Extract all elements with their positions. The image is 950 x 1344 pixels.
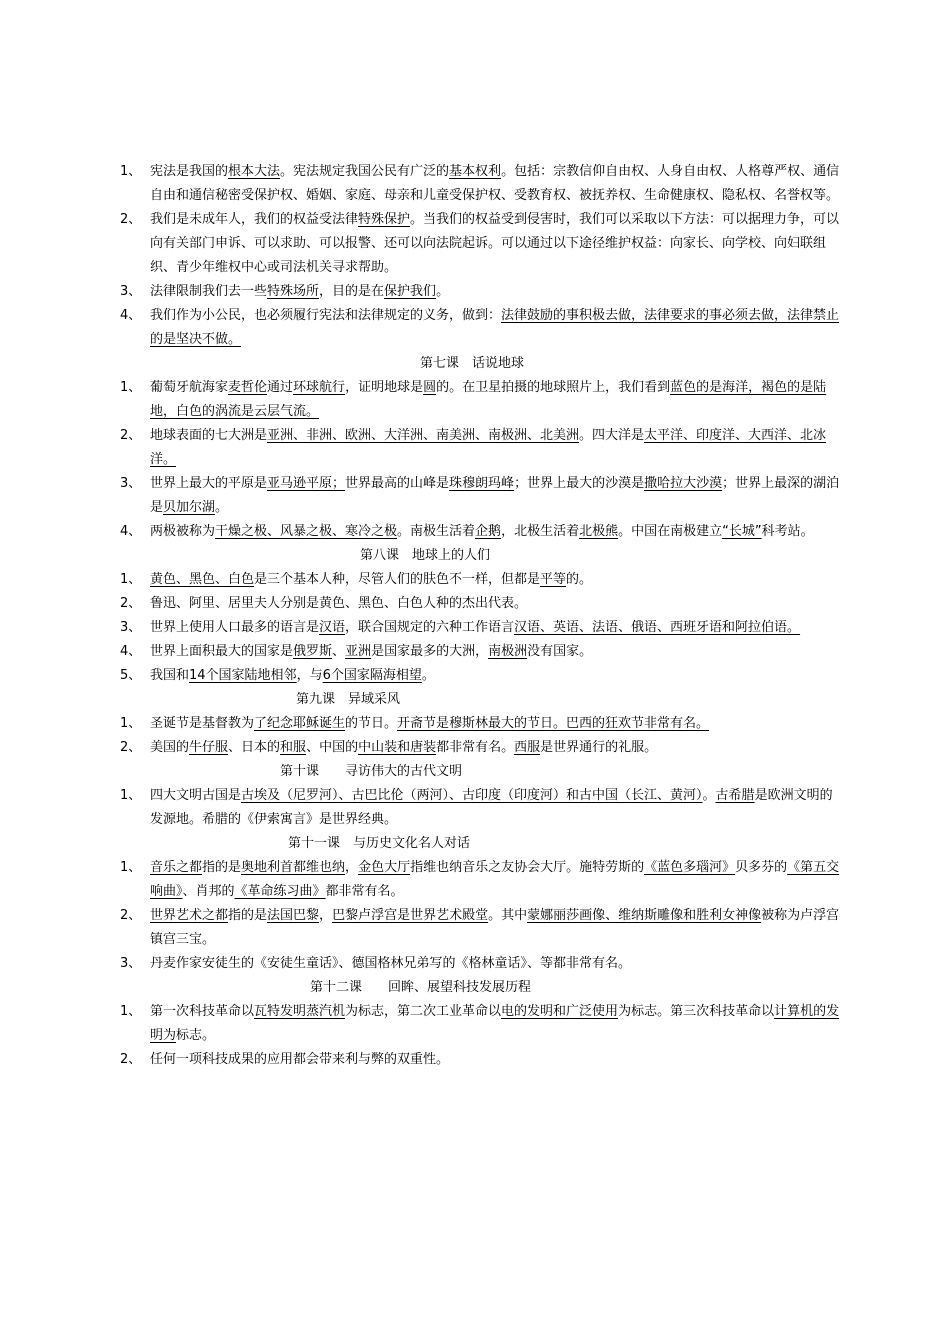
list-item: [120, 1048, 840, 1072]
underlined-key-text: 古埃及（尼罗河）、古巴比伦（两河）、古印度（印度河）和古中国（长江、黄河）: [241, 788, 703, 803]
item-number: 3、: [120, 476, 142, 491]
underlined-key-text: 西服: [514, 740, 541, 755]
item-text: 是三个基本人种，尽管人们的肤色不一样，但都是: [254, 572, 541, 587]
item-text: 是世界通行的礼服。: [540, 740, 658, 755]
item-text: 。: [436, 284, 450, 299]
list-item: [120, 784, 840, 832]
item-number: 3、: [120, 620, 142, 635]
item-text: 科考站。: [761, 524, 814, 539]
item-number: 4、: [120, 524, 142, 539]
item-text: 的节日。: [345, 716, 398, 731]
item-number: 2、: [120, 1052, 142, 1067]
item-number: 4、: [120, 308, 142, 323]
item-text: 标志。: [176, 1028, 216, 1043]
underlined-key-text: 音乐之都: [150, 860, 203, 875]
underlined-key-text: 太平洋、印度洋、大西洋、北冰洋。: [150, 428, 827, 467]
item-text: ，与: [296, 668, 323, 683]
underlined-key-text: 黄色、黑色、白色: [150, 572, 255, 587]
underlined-key-text: 企鹅: [475, 524, 502, 539]
item-text: 。: [421, 668, 435, 683]
item-number: 3、: [120, 284, 142, 299]
underlined-key-text: 瓦特发明蒸汽机: [254, 1004, 346, 1019]
item-text: 我们是未成年人，我们的权益受法律: [150, 212, 359, 227]
item-text: 。其中: [488, 908, 528, 923]
item-text: 为标志，第二次工业革命以: [345, 1004, 502, 1019]
item-text: 任何一项科技成果的应用都会带来利与弊的双重性。: [150, 1052, 450, 1067]
item-text: ，联合国规定的六种工作语言: [345, 620, 515, 635]
item-text: 指的是: [202, 860, 242, 875]
item-text: ；世界上最大的沙漠是: [514, 476, 645, 491]
list-item: [120, 952, 840, 976]
item-number: 1、: [120, 572, 142, 587]
item-number: 5、: [120, 668, 142, 683]
underlined-key-text: 古希腊: [715, 788, 755, 803]
lesson-heading: 第十课 寻访伟大的古代文明: [280, 764, 463, 779]
underlined-key-text: 亚洲、非洲、欧洲、大洋洲、南美洲、南极洲、北美洲: [267, 428, 580, 443]
list-item: [120, 472, 840, 520]
underlined-key-text: 特殊场所: [267, 284, 320, 299]
item-number: 3、: [120, 956, 142, 971]
lesson-heading: 第七课 话说地球: [420, 356, 525, 371]
item-text: 通过: [267, 380, 294, 395]
underlined-key-text: 汉语、英语、法语、俄语、西班牙语和阿拉伯语。: [514, 620, 801, 635]
list-item: [120, 304, 840, 352]
item-number: 1、: [120, 164, 142, 179]
item-text: 法律限制我们去一些: [150, 284, 268, 299]
item-text: 。: [702, 788, 716, 803]
item-text: 圣诞节是基督教为: [150, 716, 255, 731]
list-item: [120, 640, 840, 664]
underlined-key-text: 了纪念耶稣诞生: [254, 716, 346, 731]
item-text: ，: [319, 908, 333, 923]
underlined-key-text: 和服: [280, 740, 307, 755]
underlined-key-text: 特殊保护: [358, 212, 411, 227]
underlined-key-text: 巴黎卢浮宫是世界艺术殿堂: [332, 908, 489, 923]
item-text: 为标志。第三次科技革命以: [618, 1004, 775, 1019]
underlined-key-text: 俄罗斯: [293, 644, 333, 659]
item-text: 是国家最多的大洲，: [371, 644, 489, 659]
list-item: [120, 616, 840, 640]
underlined-key-text: 14个国家陆地相邻: [189, 668, 297, 683]
list-item: [120, 1000, 840, 1048]
item-text: 葡萄牙航海家: [150, 380, 229, 395]
document-body: [120, 160, 840, 1072]
underlined-key-text: 汉语: [319, 620, 346, 635]
underlined-key-text: 法国巴黎: [267, 908, 320, 923]
underlined-key-text: 电的发明和广泛使用: [501, 1004, 619, 1019]
underlined-key-text: 《革命练习曲》: [234, 884, 326, 899]
item-text: 的。在卫星拍摄的地球照片上，我们看到: [436, 380, 671, 395]
item-number: 2、: [120, 740, 142, 755]
list-item: [120, 208, 840, 280]
item-text: 第一次科技革命以: [150, 1004, 255, 1019]
underlined-key-text: 麦哲伦: [228, 380, 268, 395]
item-text: 、中国的: [306, 740, 359, 755]
item-number: 1、: [120, 716, 142, 731]
item-text: 。四大洋是: [579, 428, 645, 443]
item-text: 我国和: [150, 668, 190, 683]
underlined-key-text: 法律鼓励的事积极去做，法律要求的事必须去做，法律禁止的是坚决不做。: [150, 308, 840, 347]
item-text: 世界最高的山峰是: [345, 476, 450, 491]
list-item: [120, 520, 840, 544]
item-number: 1、: [120, 860, 142, 875]
item-text: 是欧洲文明的发源地。希腊的《伊索寓言》是世界经典。: [150, 788, 833, 827]
item-text: 宪法是我国的: [150, 164, 229, 179]
underlined-key-text: 《第五交响曲》: [150, 860, 840, 899]
item-number: 2、: [120, 908, 142, 923]
item-number: 2、: [120, 596, 142, 611]
item-text: 没有国家。: [527, 644, 593, 659]
list-item: [120, 664, 840, 688]
underlined-key-text: 珠穆朗玛峰: [449, 476, 515, 491]
item-text: 、肖邦的: [182, 884, 235, 899]
item-text: ；世界上最深的湖泊是: [150, 476, 840, 515]
underlined-key-text: 亚马逊平原；: [267, 476, 346, 491]
underlined-key-text: 牛仔服: [189, 740, 229, 755]
item-text: ，证明地球是: [345, 380, 424, 395]
item-text: 世界上面积最大的国家是: [150, 644, 294, 659]
list-item: [120, 376, 840, 424]
list-item: [120, 736, 840, 760]
item-text: 四大文明古国是: [150, 788, 242, 803]
underlined-key-text: 圆: [423, 380, 437, 395]
lesson-heading: 第十一课 与历史文化名人对话: [288, 836, 471, 851]
underlined-key-text: 南极洲: [488, 644, 528, 659]
item-number: 1、: [120, 788, 142, 803]
item-text: 、日本的: [228, 740, 281, 755]
item-text: 都非常有名。: [325, 884, 404, 899]
item-text: 地球表面的七大洲是: [150, 428, 268, 443]
list-item: [120, 904, 840, 952]
underlined-key-text: 金色大厅: [358, 860, 411, 875]
list-item: [120, 592, 840, 616]
list-item: [120, 280, 840, 304]
item-text: ，目的是在: [319, 284, 385, 299]
list-item: [120, 712, 840, 736]
underlined-key-text: 计算机的发明为: [150, 1004, 840, 1043]
item-text: 我们作为小公民，也必须履行宪法和法律规定的义务，做到：: [150, 308, 502, 323]
item-text: 两极被称为: [150, 524, 216, 539]
underlined-key-text: “长城”: [722, 524, 762, 539]
item-number: 2、: [120, 212, 142, 227]
item-text: 指维也纳音乐之友协会大厅。施特劳斯的: [410, 860, 645, 875]
underlined-key-text: 亚洲: [345, 644, 372, 659]
item-text: 。包括：宗教信仰自由权、人身自由权、人格尊严权、通信自由和通信秘密受保护权、婚姻、家庭、母亲和儿童受保护权、受教育权、被抚养权、生命健康权、隐私权、名誉权等。: [150, 164, 840, 203]
underlined-key-text: 基本权利: [449, 164, 502, 179]
item-text: ，: [345, 860, 359, 875]
item-text: 。当我们的权益受到侵害时，我们可以采取以下方法：可以据理力争，可以向有关部门申诉、可以求助、可以报警、还可以向法院起诉。可以通过以下途径维护权益：向家长、向学校、向妇联组织、青少年维权中心或司法机关寻求帮助。: [150, 212, 840, 275]
item-text: ，北极生活着: [501, 524, 580, 539]
item-text: 。: [215, 500, 229, 515]
underlined-key-text: 环球航行: [293, 380, 346, 395]
underlined-key-text: 根本大法: [228, 164, 281, 179]
item-text: 丹麦作家安徒生的《安徒生童话》、德国格林兄弟写的《格林童话》、等都非常有名。: [150, 956, 632, 971]
underlined-key-text: 蒙娜丽莎画像、维纳斯雕像和胜利女神像: [527, 908, 762, 923]
item-text: 。南极生活着: [397, 524, 476, 539]
item-number: 2、: [120, 428, 142, 443]
item-text: 指的是: [228, 908, 268, 923]
item-number: 1、: [120, 380, 142, 395]
lesson-heading: 第八课 地球上的人们: [360, 548, 491, 563]
underlined-key-text: 《蓝色多瑙河》: [644, 860, 736, 875]
underlined-key-text: 保护我们: [384, 284, 437, 299]
underlined-key-text: 北极熊: [579, 524, 619, 539]
item-text: 、: [332, 644, 346, 659]
underlined-key-text: 撒哈拉大沙漠: [644, 476, 723, 491]
underlined-key-text: 世界艺术之都: [150, 908, 229, 923]
item-number: 4、: [120, 644, 142, 659]
lesson-heading: 第十二课 回眸、展望科技发展历程: [310, 980, 532, 995]
underlined-key-text: 贝加尔湖: [163, 500, 216, 515]
list-item: [120, 160, 840, 208]
item-text: 鲁迅、阿里、居里夫人分别是黄色、黑色、白色人种的杰出代表。: [150, 596, 528, 611]
list-item: [120, 424, 840, 472]
item-text: 美国的: [150, 740, 190, 755]
list-item: [120, 568, 840, 592]
underlined-key-text: 开斋节是穆斯林最大的节日。巴西的狂欢节非常有名。: [397, 716, 710, 731]
list-item: [120, 856, 840, 904]
underlined-key-text: 中山装和唐装: [358, 740, 437, 755]
underlined-key-text: 奥地利首都维也纳: [241, 860, 346, 875]
underlined-key-text: 干燥之极、风暴之极、寒冷之极: [215, 524, 398, 539]
item-text: 贝多芬的: [735, 860, 788, 875]
underlined-key-text: 6个国家隔海相望: [322, 668, 422, 683]
item-text: 世界上最大的平原是: [150, 476, 268, 491]
item-text: 都非常有名。: [436, 740, 515, 755]
underlined-key-text: 蓝色的是海洋，褐色的是陆地，白色的涡流是云层气流。: [150, 380, 827, 419]
item-text: 。中国在南极建立: [618, 524, 723, 539]
item-text: 的。: [566, 572, 593, 587]
item-text: 。宪法规定我国公民有广泛的: [280, 164, 450, 179]
item-number: 1、: [120, 1004, 142, 1019]
underlined-key-text: 平等: [540, 572, 567, 587]
item-text: 被称为卢浮宫镇宫三宝。: [150, 908, 840, 947]
lesson-heading: 第九课 异域采风: [296, 692, 401, 707]
item-text: 世界上使用人口最多的语言是: [150, 620, 320, 635]
